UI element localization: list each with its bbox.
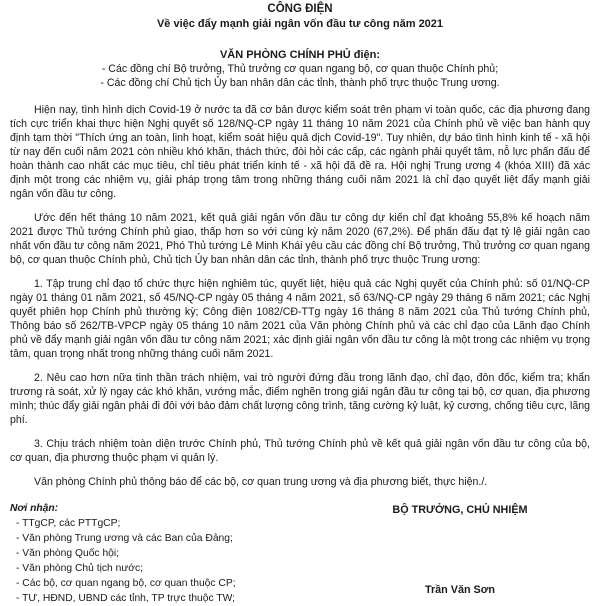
document-title: CÔNG ĐIỆN (267, 3, 333, 15)
recipient-line: - Các đồng chí Chủ tịch Ủy ban nhân dân các tỉnh, thành phố trực thuộc Trung ương. (100, 77, 500, 89)
sender-line: VĂN PHÒNG CHÍNH PHỦ điện: (219, 49, 381, 61)
document-footer (10, 501, 590, 606)
body-paragraph: Ước đến hết tháng 10 năm 2021, kết quả giải ngân vốn đầu tư công dự kiến chỉ đạt khoảng 55,8% kế hoạch năm 2021 được Thủ tướng Chính phủ giao, thấp hơn so với cùng kỳ năm 2020 (67,2%). Để phấn đấu đạt tỷ lệ giải ngân cao nhất vốn đầu tư công năm 2021, Phó Thủ tướng Lê Minh Khái yêu cầu các đồng chí Bộ trưởng, Thủ trưởng cơ quan ngang bộ, cơ quan thuộc Chính phủ, Chủ tịch Ủy ban nhân dân các tỉnh, thành phố trực thuộc Trung ương: (10, 212, 590, 266)
body-paragraph: Hiện nay, tình hình dịch Covid-19 ở nước ta đã cơ bản được kiểm soát trên phạm vi toàn quốc, các địa phương đang tích cực triển khai thực hiện Nghị quyết số 128/NQ-CP ngày 11 tháng 10 năm 2021 của Chính phủ về việc ban hành quy định tạm thời "Thích ứng an toàn, linh hoạt, kiểm soát hiệu quả dịch Covid-19". Tuy nhiên, dự báo tình hình kinh tế - xã hội từ nay đến cuối năm 2021 còn nhiều khó khăn, thách thức, đòi hỏi các cấp, các ngành phải quyết tâm, nỗ lực phấn đấu để hoàn thành cao nhất các mục tiêu, chỉ tiêu phát triển kinh tế - xã hội đã đề ra. Hội nghị Trung ương 4 (khóa XIII) đã xác định một trong các nhiệm vụ, giải pháp trọng tâm trong những tháng cuối năm 2021 là chỉ đạo quyết liệt đẩy mạnh giải ngân vốn đầu tư công. (10, 104, 590, 200)
distribution-list (10, 501, 310, 606)
distribution-item: - TƯ, HĐND, UBND các tỉnh, TP trực thuộc TW; (16, 593, 236, 604)
body-paragraph: 3. Chịu trách nhiệm toàn diện trước Chính phủ, Thủ tướng Chính phủ về kết quả giải ngân vốn đầu tư công của bộ, cơ quan, địa phương thuộc phạm vi quản lý. (10, 438, 590, 464)
distribution-label: Nơi nhận: (10, 503, 59, 514)
body-paragraph: 1. Tập trung chỉ đạo tổ chức thực hiện nghiêm túc, quyết liệt, hiệu quả các Nghị quyết của Chính phủ: số 01/NQ-CP ngày 01 tháng 01 năm 2021, số 45/NQ-CP ngày 05 tháng 4 năm 2021, số 63/NQ-CP ngày 29 tháng 6 năm 2021; các Nghị quyết phiên họp Chính phủ thường kỳ; Công điện 1082/CĐ-TTg ngày 16 tháng 8 năm 2021 của Thủ tướng Chính phủ, Thông báo số 262/TB-VPCP ngày 05 tháng 10 năm 2021 của Văn phòng Chính phủ và các chỉ đạo của Lãnh đạo Chính phủ về đẩy mạnh giải ngân vốn đầu tư công năm 2021; xác định giải ngân vốn đầu tư công là một trong các nhiệm vụ trọng tâm, quan trọng nhất trong những tháng cuối năm 2021. (10, 278, 590, 360)
distribution-item: - Văn phòng Quốc hội; (16, 548, 120, 559)
recipient-line: - Các đồng chí Bộ trưởng, Thủ trưởng cơ quan ngang bộ, cơ quan thuộc Chính phủ; (101, 63, 499, 75)
distribution-item: - TTgCP, các PTTgCP; (16, 518, 121, 529)
signer-title: BỘ TRƯỞNG, CHỦ NHIỆM (392, 504, 528, 516)
distribution-item: - Các bộ, cơ quan ngang bộ, cơ quan thuộc CP; (16, 578, 236, 589)
signer-name: Trần Văn Sơn (424, 584, 496, 596)
distribution-item: - Văn phòng Chủ tịch nước; (16, 563, 143, 574)
closing-paragraph: Văn phòng Chính phủ thông báo để các bộ, cơ quan trung ương và địa phương biết, thực hiện./. (34, 476, 488, 488)
distribution-item: - Văn phòng Trung ương và các Ban của Đảng; (16, 533, 233, 544)
document-subtitle: Về việc đẩy mạnh giải ngân vốn đầu tư công năm 2021 (156, 18, 444, 30)
signature-block (330, 501, 590, 606)
body-paragraph: 2. Nêu cao hơn nữa tinh thần trách nhiệm, vai trò người đứng đầu trong lãnh đạo, chỉ đạo, đôn đốc, kiểm tra; khẩn trương rà soát, xử lý ngay các khó khăn, vướng mắc, điểm nghẽn trong giải ngân đầu tư công tại bộ, cơ quan, địa phương mình; thúc đẩy giải ngân phải đi đôi với bảo đảm chất lượng công trình, tăng cường kỷ luật, kỷ cương, chống tiêu cực, lãng phí. (10, 372, 590, 426)
